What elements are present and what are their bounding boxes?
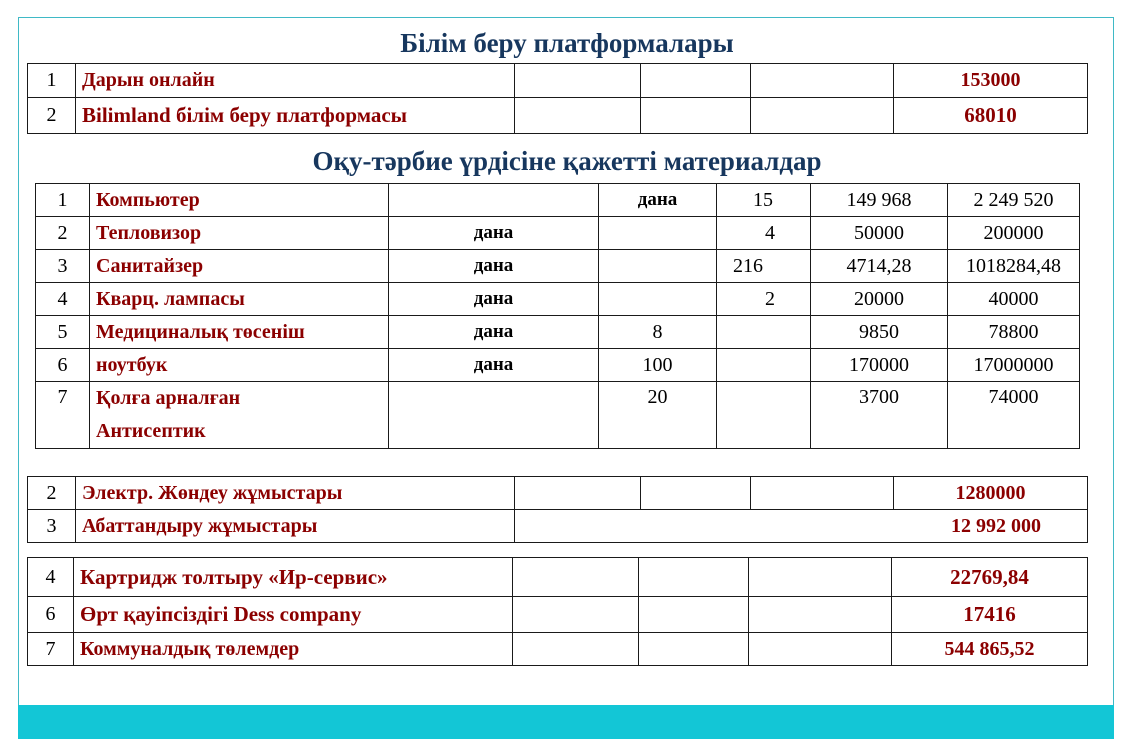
total: 200000 (948, 217, 1080, 250)
price: 149 968 (811, 184, 948, 217)
total: 40000 (948, 283, 1080, 316)
bottom-accent-bar (18, 705, 1114, 739)
price: 9850 (811, 316, 948, 349)
item-name: ноутбук (90, 349, 389, 382)
section2-title: Оқу-тәрбие үрдісіне қажетті материалдар (312, 146, 822, 176)
item-name: Картридж толтыру «Ир-сервис» (74, 558, 513, 597)
qty-d: 15 (717, 184, 811, 217)
item-name: Кварц. лампасы (90, 283, 389, 316)
platforms-table (27, 63, 1088, 134)
services-table (27, 557, 1088, 666)
unit-b: дана (389, 217, 599, 250)
item-name: Bilimland білім беру платформасы (76, 98, 515, 134)
table-row (28, 597, 1088, 633)
price: 3700 (811, 382, 948, 449)
item-name: Дарын онлайн (76, 64, 515, 98)
qty-c: 8 (599, 316, 717, 349)
unit-b (389, 184, 599, 217)
total: 1018284,48 (948, 250, 1080, 283)
row-number: 7 (36, 382, 90, 449)
total: 2 249 520 (948, 184, 1080, 217)
item-total: 12 992 000 (515, 510, 1088, 543)
row-number: 2 (36, 217, 90, 250)
qty-d (717, 316, 811, 349)
materials-table (35, 183, 1080, 449)
total: 74000 (948, 382, 1080, 449)
unit-b: дана (389, 316, 599, 349)
row-number: 4 (36, 283, 90, 316)
item-total: 17416 (892, 597, 1088, 633)
table-row (36, 250, 1080, 283)
unit-b: дана (389, 250, 599, 283)
item-total: 544 865,52 (892, 633, 1088, 666)
unit-b (389, 382, 599, 449)
table-row (28, 633, 1088, 666)
item-name: Абаттандыру жұмыстары (76, 510, 515, 543)
table-row (36, 184, 1080, 217)
total: 78800 (948, 316, 1080, 349)
qty-c: 20 (599, 382, 717, 449)
table-row (28, 98, 1088, 134)
table-row (36, 316, 1080, 349)
table-row (28, 510, 1088, 543)
qty-c (599, 283, 717, 316)
table-row (36, 349, 1080, 382)
row-number: 1 (36, 184, 90, 217)
table-row (28, 558, 1088, 597)
qty-d (717, 349, 811, 382)
row-number: 3 (36, 250, 90, 283)
qty-c (599, 250, 717, 283)
unit-b: дана (389, 349, 599, 382)
item-name: Санитайзер (90, 250, 389, 283)
table-row (36, 217, 1080, 250)
item-name: Медициналық төсеніш (90, 316, 389, 349)
row-number: 2 (28, 477, 76, 510)
price: 50000 (811, 217, 948, 250)
item-total: 22769,84 (892, 558, 1088, 597)
row-number: 7 (28, 633, 74, 666)
row-number: 4 (28, 558, 74, 597)
item-name: Коммуналдық төлемдер (74, 633, 513, 666)
item-name: Өрт қауіпсіздігі Dess company (74, 597, 513, 633)
table-row (28, 64, 1088, 98)
qty-d: 4 (717, 217, 811, 250)
price: 4714,28 (811, 250, 948, 283)
section1-title: Білім беру платформалары (400, 28, 734, 58)
item-name-line1: Қолға арналған (96, 387, 241, 409)
row-number: 1 (28, 64, 76, 98)
item-total: 68010 (894, 98, 1088, 134)
item-name: Тепловизор (90, 217, 389, 250)
qty-d (717, 382, 811, 449)
item-total: 153000 (894, 64, 1088, 98)
qty-c (599, 217, 717, 250)
row-number: 6 (28, 597, 74, 633)
table-row (36, 283, 1080, 316)
item-name: Компьютер (90, 184, 389, 217)
row-number: 2 (28, 98, 76, 134)
total: 17000000 (948, 349, 1080, 382)
unit-c: дана (599, 184, 717, 217)
table-row (36, 382, 1080, 449)
row-number: 3 (28, 510, 76, 543)
item-name: Электр. Жөндеу жұмыстары (76, 477, 515, 510)
repairs-table (27, 476, 1088, 543)
item-total: 1280000 (894, 477, 1088, 510)
qty-d: 216 (717, 250, 811, 283)
qty-c: 100 (599, 349, 717, 382)
qty-d: 2 (717, 283, 811, 316)
unit-b: дана (389, 283, 599, 316)
price: 170000 (811, 349, 948, 382)
table-row (28, 477, 1088, 510)
row-number: 5 (36, 316, 90, 349)
price: 20000 (811, 283, 948, 316)
item-name (90, 382, 389, 449)
item-name-line2: Антисептик (96, 420, 206, 442)
row-number: 6 (36, 349, 90, 382)
